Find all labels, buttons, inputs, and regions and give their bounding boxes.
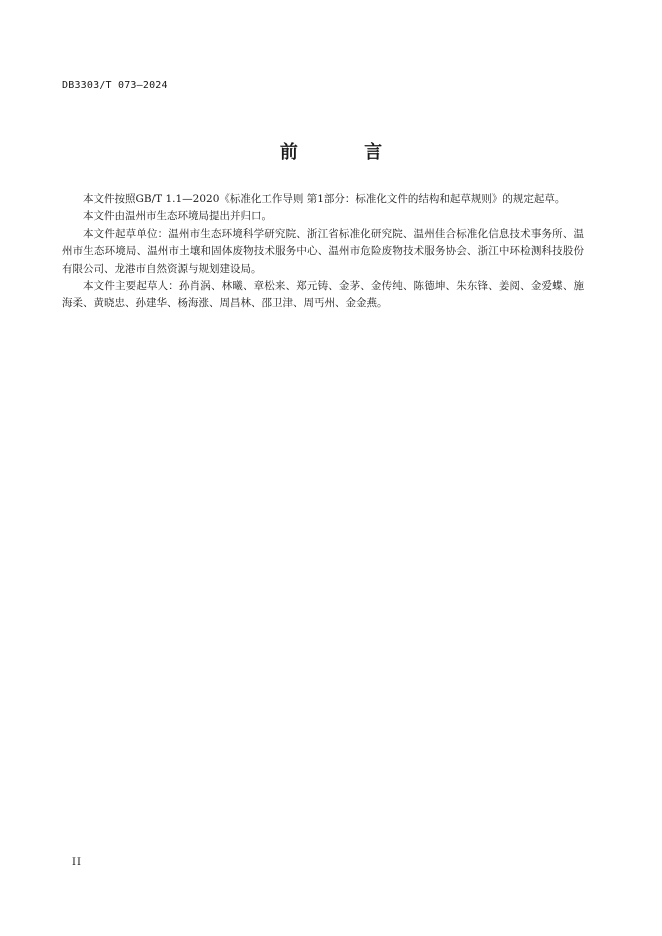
paragraph-drafters: 本文件主要起草人：孙肖涡、林曦、章松来、郑元铸、金茅、金传纯、陈德坤、朱东锋、姜阅、金爱蝶、施海柔、黄晓忠、孙建华、杨海涨、周昌林、邵卫津、周丐州、金金燕。 bbox=[62, 280, 584, 310]
paragraph-drafting-rules: 本文件按照GB/T 1.1—2020《标准化工作导则 第1部分：标准化文件的结构和起草规则》的规定起草。 bbox=[83, 193, 566, 205]
document-code: DB3303/T 073—2024 bbox=[62, 80, 168, 91]
paragraph-drafting-units: 本文件起草单位：温州市生态环境科学研究院、浙江省标准化研究院、温州佳合标准化信息技术事务所、温州市生态环境局、温州市土壤和固体废物技术服务中心、温州市危险废物技术服务协会、浙江中环检测科技股份有限公司、龙港市自然资源与规划建设局。 bbox=[62, 227, 584, 275]
page-number: II bbox=[72, 857, 82, 868]
paragraph-proposer: 本文件由温州市生态环境局提出并归口。 bbox=[83, 210, 272, 223]
page-title: 前 言 bbox=[279, 142, 413, 163]
foreword-body bbox=[62, 191, 584, 313]
